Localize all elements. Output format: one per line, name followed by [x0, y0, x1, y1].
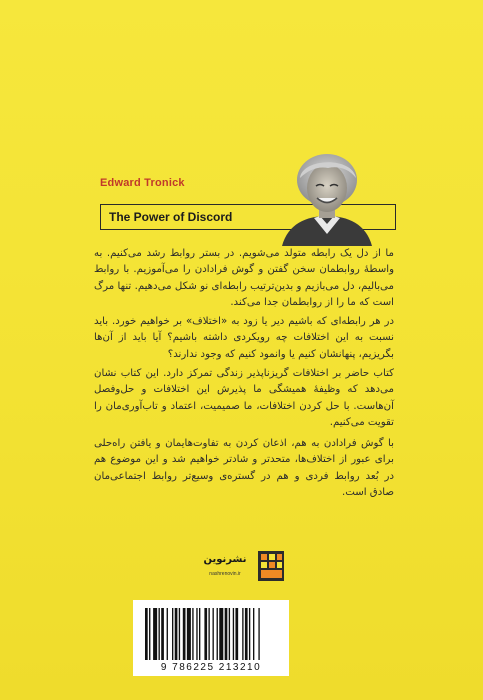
- barcode-bar: [179, 608, 180, 660]
- barcode-bar: [196, 608, 197, 660]
- author-portrait: [278, 150, 376, 246]
- isbn-barcode: [133, 600, 289, 676]
- barcode-bar: [145, 608, 148, 660]
- barcode-bar: [225, 608, 228, 660]
- barcode-bar: [159, 608, 160, 660]
- barcode-bar: [187, 608, 191, 660]
- barcode-bar: [245, 608, 248, 660]
- book-title: The Power of Discord: [109, 210, 233, 224]
- paragraph-2: در هر رابطه‌ای که باشیم دیر یا زود به «اختلاف» بر خواهیم خورد. باید نسبت به این اختلافات چه رویکردی داشته باشیم؟ آیا باید از آن‌ها بگریزیم، پنهانشان کنیم یا وانمود کنیم که وجود ندارند؟: [94, 316, 394, 360]
- author-name: Edward Tronick: [100, 177, 185, 189]
- barcode-bar: [249, 608, 250, 660]
- barcode-bar: [153, 608, 157, 660]
- barcode-bar: [258, 608, 259, 660]
- barcode-bar: [172, 608, 173, 660]
- barcode-bar: [192, 608, 193, 660]
- barcode-bar: [233, 608, 234, 660]
- barcode-bar: [149, 608, 150, 660]
- publisher-name: نشرنوین: [203, 554, 247, 565]
- publisher-logo: [190, 545, 290, 591]
- barcode-bar: [183, 608, 186, 660]
- barcode-bar: [229, 608, 230, 660]
- paragraph-1: ما از دل یک رابطه متولد می‌شویم. در بستر روابط رشد می‌کنیم. به واسطهٔ روابطمان سخن گفتن و گوش فرادادن را می‌آموزیم. با روابط می‌بالیم، دل می‌بازیم و بدین‌ترتیب رابطه‌ای نو شکل می‌دهیم. تنها مرگ است که ما را از روابطمان جدا می‌کند.: [94, 248, 394, 308]
- barcode-bar: [161, 608, 164, 660]
- barcode-bar: [167, 608, 168, 660]
- barcode-bar: [199, 608, 200, 660]
- barcode-number: 9 786225 213210: [160, 662, 262, 673]
- paragraph-3: کتاب حاضر بر اختلافات گریزناپذیر زندگی تمرکز دارد. این کتاب نشان می‌دهد که وظیفهٔ همیشگی ما پذیرش این اختلافات و حل‌وفصل آن‌هاست. با حل کردن اختلافات، ما صمیمیت، اعتماد و تاب‌آوری‌مان را تقویت می‌کنیم.: [94, 368, 394, 428]
- barcode-bar: [219, 608, 223, 660]
- barcode-bar: [213, 608, 214, 660]
- barcode-bar: [175, 608, 178, 660]
- barcode-bar: [242, 608, 243, 660]
- barcode-bar: [253, 608, 254, 660]
- barcode-bar: [204, 608, 207, 660]
- paragraph-4: با گوش فرادادن به هم، اذعان کردن به تفاوت‌هایمان و یافتن راه‌حلی برای عبور از اختلاف‌ها، متحدتر و شادتر خواهیم شد و این موضوع هم در بُعد روابط فردی و هم در گستره‌ی وسیع‌تر روابط اجتماعی‌مان صادق است.: [94, 438, 394, 498]
- barcode-bar: [217, 608, 218, 660]
- publisher-url: nashrenovin.ir: [209, 571, 241, 577]
- barcode-bar: [208, 608, 209, 660]
- barcode-bar: [235, 608, 238, 660]
